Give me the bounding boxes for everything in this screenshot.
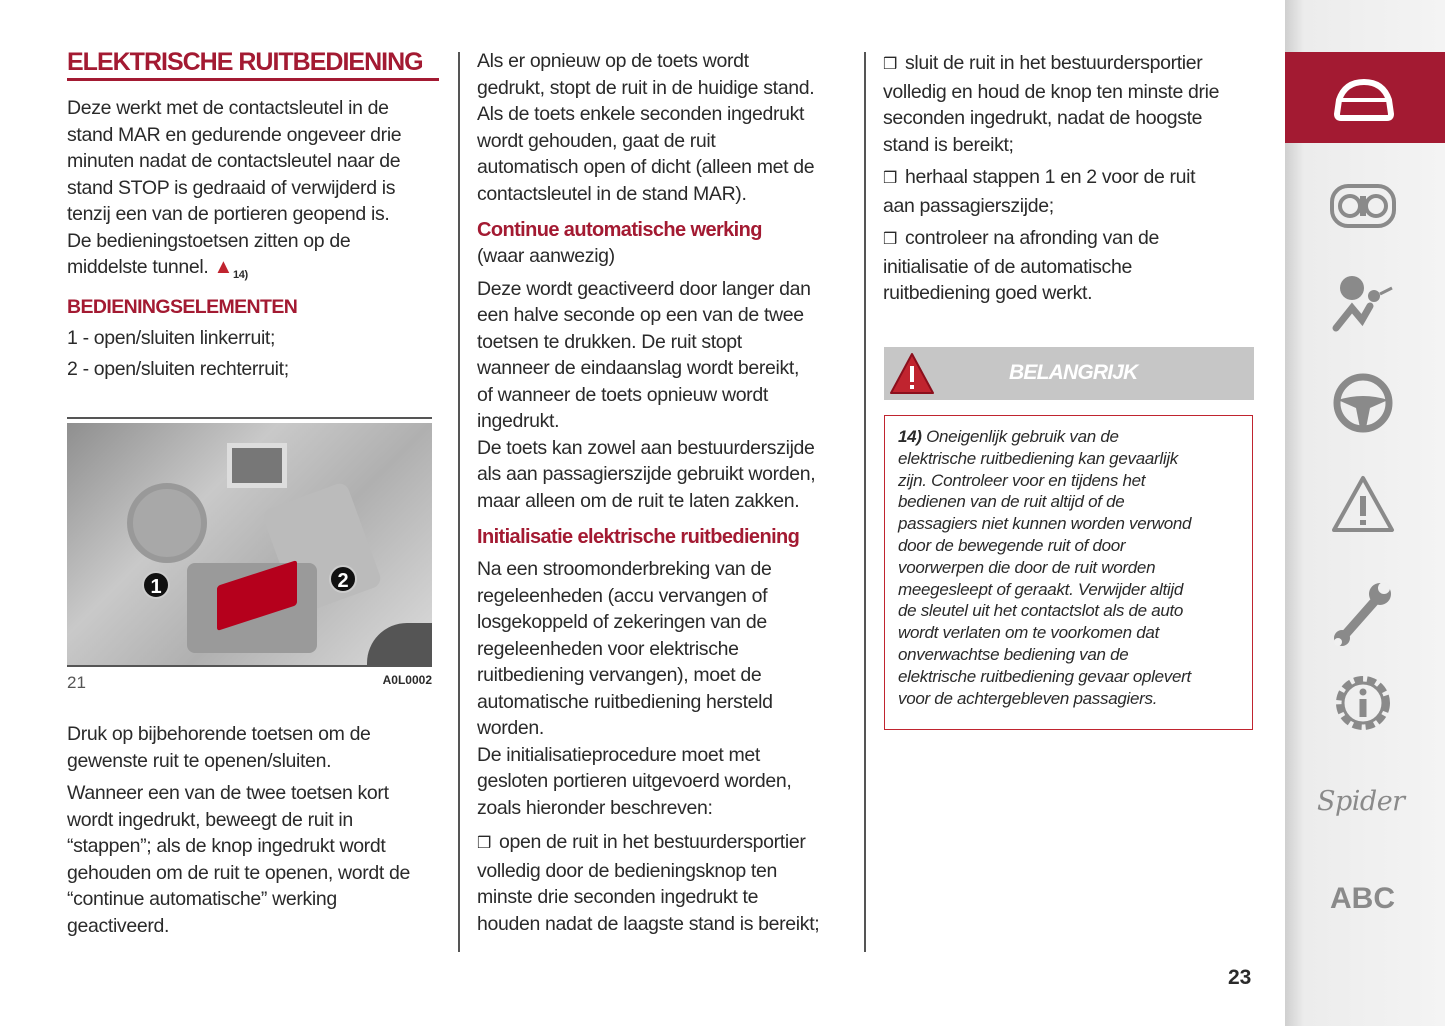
column-2 (477, 48, 819, 937)
intro-paragraph (67, 95, 439, 288)
control-item: 1 - open/sluiten linkerruit; (67, 327, 276, 350)
wrench-icon (1330, 580, 1396, 646)
controls-heading: BEDIENINGSELEMENTEN (67, 296, 298, 319)
intro-text: Deze werkt met de contactsleutel in de stand MAR en gedurende ongeveer drie minuten nadat de contactsleutel naar de stand STOP is gedraaid of verwijderd is tenzij een van de portieren geopend is. De bedieningstoetsen zitten op de middelste tunnel. (67, 97, 402, 278)
paragraph: Deze wordt geactiveerd door langer dan een halve seconde op een van de twee toetsen te drukken. De ruit stopt wanneer de eindaanslag wordt bereikt, of wanneer de toets opnieuw wordt ingedrukt. De toets kan zowel aan bestuurderszijde als aan passagierszijde gebruikt worden, maar alleen om de ruit te laten zakken. (477, 277, 816, 512)
step-item (883, 225, 1219, 307)
sidebar-item-safety[interactable] (1330, 272, 1396, 338)
figure-21 (67, 417, 432, 693)
column-divider (458, 52, 460, 952)
figure-rule (67, 417, 432, 419)
control-item: 2 - open/sluiten rechterruit; (67, 358, 289, 381)
paragraph: Druk op bijbehorende toetsen om de gewenste ruit te openen/sluiten. (67, 723, 371, 772)
checkbox-icon: ❒ (477, 835, 491, 852)
warning-text: Oneigenlijk gebruik van de elektrische ruitbediening kan gevaarlijk zijn. Controleer voor en tijdens het bedienen van de ruit altijd of de passagiers niet kunnen worden verwond door de bewegende ruit of door voorwerpen die door de ruit worden meegesleept of geraakt. Verwijder altijd de sleutel uit het contactslot als de auto wordt verlaten om te voorkomen dat onverwachtse bediening van de elektrische ruitbediening gevaar oplevert voor de achtergebleven passagiers. (898, 427, 1192, 708)
subheading-continuous: Continue automatische werking (477, 219, 762, 241)
page-number: 23 (1228, 966, 1252, 989)
sidebar-item-index[interactable]: ABC (1330, 882, 1395, 915)
sidebar-item-maintenance[interactable] (1330, 580, 1396, 646)
sidebar-item-emergency[interactable] (1330, 474, 1396, 540)
step-text: sluit de ruit in het bestuurdersportier volledig en houd de knop ten minste drie seconden ingedrukt, nadat de hoogste stand is bereikt; (883, 52, 1220, 156)
section-title: ELEKTRISCHE RUITBEDIENING (67, 48, 439, 81)
step-item (477, 829, 819, 937)
sidebar-item-driving[interactable] (1330, 370, 1396, 436)
window-switch-photo (67, 423, 432, 665)
warning-icon (1330, 474, 1396, 534)
checkbox-icon: ❒ (883, 170, 897, 187)
airbag-icon (1330, 272, 1396, 338)
checkbox-icon: ❒ (883, 231, 897, 248)
switch-block (227, 443, 287, 488)
mirror-knob (127, 483, 207, 563)
column-divider (864, 52, 866, 952)
step-item (883, 164, 1219, 219)
paragraph: Na een stroomonderbreking van de regeleenheden (accu vervangen of losgekoppeld of zekeringen van de regeleenheden voor elektrische ruitbediening vervangen), moet de automatische ruitbediening hersteld worden. De initialisatieprocedure moet met gesloten portieren uitgevoerd worden, zoals hieronder beschreven: (477, 558, 792, 819)
figure-number: 21 (67, 673, 86, 693)
car-icon (1331, 74, 1397, 124)
checkbox-icon: ❒ (883, 56, 897, 73)
sidebar-item-spider[interactable]: Spider (1317, 786, 1405, 817)
chapter-sidebar (1285, 0, 1445, 1026)
warning-ref-icon[interactable]: ▲ (213, 256, 233, 278)
gear-info-icon (1330, 670, 1396, 736)
step-text: controleer na afronding van de initialisatie of de automatische ruitbediening goed werkt. (883, 227, 1160, 304)
warning-triangle-icon (888, 351, 936, 397)
sidebar-item-technical-data[interactable] (1330, 670, 1396, 736)
column-1 (67, 48, 439, 939)
step-text: herhaal stappen 1 en 2 voor de ruit aan passagierszijde; (883, 166, 1196, 217)
steering-wheel-icon (1330, 370, 1396, 436)
figure-caption (67, 673, 432, 693)
step-text: open de ruit in het bestuurdersportier volledig door de bedieningsknop ten minste drie seconden ingedrukt te houden nadat de laagste stand is bereikt; (477, 831, 820, 935)
callout-2: 2 (329, 565, 357, 593)
availability-note: (waar aanwezig) (477, 245, 615, 267)
warning-title: BELANGRIJK (1009, 361, 1138, 384)
warning-ref[interactable]: 14) (233, 268, 248, 281)
figure-rule (67, 665, 432, 667)
callout-1: 1 (142, 571, 170, 599)
gear-boot (367, 623, 432, 665)
sidebar-item-vehicle[interactable] (1285, 52, 1445, 143)
sidebar-item-dashboard[interactable] (1330, 176, 1396, 242)
paragraph: Wanneer een van de twee toetsen kort wordt ingedrukt, beweegt de ruit in “stappen”; als de knop ingedrukt wordt gehouden om de ruit te openen, wordt de “continue automatische” werking geactiveerd. (67, 782, 411, 937)
column-3 (883, 50, 1219, 313)
warning-number: 14) (898, 427, 922, 446)
figure-code: A0L0002 (382, 673, 432, 688)
subheading-initialisation: Initialisatie elektrische ruitbediening (477, 526, 800, 548)
step-item (883, 50, 1219, 158)
paragraph: Als er opnieuw op de toets wordt gedrukt, stopt de ruit in de huidige stand. Als de toets enkele seconden ingedrukt wordt gehouden, gaat de ruit automatisch open of dicht (alleen met de contactsleutel in de stand MAR). (477, 50, 815, 205)
dashboard-icon (1330, 176, 1396, 236)
warning-box (884, 415, 1253, 730)
warning-header (884, 347, 1254, 400)
